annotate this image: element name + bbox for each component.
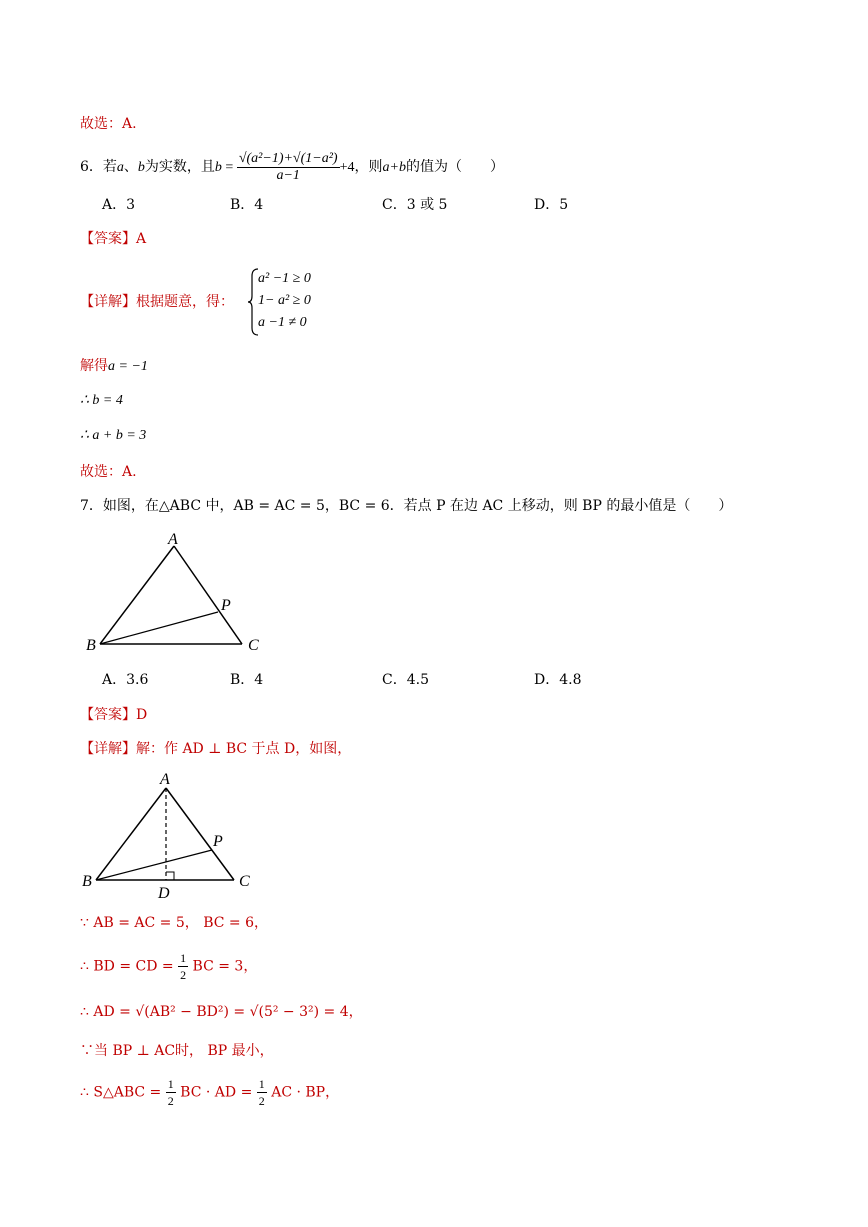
q6-formula-denominator: a−1 (276, 167, 300, 183)
fig2-label-p: P (213, 833, 223, 850)
q7-step-3: ∴ AD = √(AB² − BD²) = √(5² − 3²) = 4， (80, 1004, 363, 1020)
q6-conclusion: 故选：A. (80, 464, 137, 480)
system-eq-3: a −1 ≠ 0 (258, 315, 307, 330)
q6-step-2: ∴ b = 4 (80, 393, 123, 408)
q6-var-b: b (137, 160, 145, 175)
fig1-label-b: B (86, 637, 96, 654)
half-fraction-2: $\frac{1}{2}$ (167, 1077, 174, 1108)
q7-option-d: D．4.8 (534, 672, 582, 688)
fig1-label-c: C (248, 637, 259, 654)
q6-var-a: a (116, 160, 124, 175)
q6-ab: a+b (382, 160, 406, 175)
figure-2-triangle (80, 768, 280, 903)
fig2-label-c: C (239, 873, 250, 890)
q6-formula-fraction (237, 151, 340, 184)
q6-answer: 【答案】A (80, 231, 147, 247)
half-fraction-1: $\frac{1}{2}$ (180, 951, 187, 982)
half-fraction-3: $\frac{1}{2}$ (258, 1077, 265, 1108)
q7-step-1: ∵ AB = AC = 5， BC = 6， (80, 915, 268, 931)
q7-step-4: ∵当 BP ⊥ AC时， BP 最小， (80, 1043, 274, 1059)
q6-step-3: ∴ a + b = 3 (80, 428, 147, 443)
q6-step-1: 解得a = −1 (80, 358, 148, 374)
q6-option-d: D．5 (534, 197, 569, 213)
fig2-label-a: A (160, 771, 170, 788)
q7-option-b: B．4 (230, 672, 264, 688)
figure-1-triangle (80, 530, 280, 660)
fig1-label-a: A (168, 531, 178, 548)
q6-mid: 为实数，且 (144, 159, 215, 175)
fig2-label-b: B (82, 873, 92, 890)
q7-option-a: A．3.6 (102, 672, 149, 688)
q6-option-b: B．4 (230, 197, 264, 213)
q6-detail-label: 【详解】根据题意，得： (80, 294, 234, 310)
q6-suffix: ，则 (354, 159, 383, 175)
q6-formula-numerator: √(a²−1)+√(1−a²) (238, 150, 338, 166)
q6-sep: 、 (123, 159, 138, 175)
question-6-stem: 6．若a、b为实数，且b = $\frac{\text{√(a²−1)+√(1−a²)}}{a-1}$ +4，则a+b的值为（ ） (80, 150, 504, 183)
q6-option-c: C．3 或 5 (382, 197, 448, 213)
q7-step-5: ∴ S△ABC = $\frac{1}{2}$ BC · AD = $\frac{1}{2}$ AC · BP， (80, 1077, 340, 1108)
system-eq-1: a² −1 ≥ 0 (258, 271, 311, 286)
q6-prefix: 6．若 (80, 159, 117, 175)
question-7-stem: 7．如图，在△ABC 中，AB = AC = 5，BC = 6．若点 P 在边 AC 上移动，则 BP 的最小值是（ ） (80, 498, 733, 514)
q7-option-c: C．4.5 (382, 672, 429, 688)
q6-end: 的值为（ ） (405, 159, 504, 175)
fig1-label-p: P (221, 597, 231, 614)
q6-formula-plus: +4 (339, 160, 355, 175)
fig2-label-d: D (158, 885, 170, 902)
q7-answer: 【答案】D (80, 707, 148, 723)
system-eq-2: 1− a² ≥ 0 (258, 293, 311, 308)
q7-step-2: ∴ BD = CD = $\frac{1}{2}$ BC = 3， (80, 951, 258, 982)
previous-conclusion: 故选：A. (80, 116, 137, 132)
q7-detail: 【详解】解：作 AD ⊥ BC 于点 D，如图， (80, 741, 352, 757)
q6-option-a: A．3 (102, 197, 136, 213)
